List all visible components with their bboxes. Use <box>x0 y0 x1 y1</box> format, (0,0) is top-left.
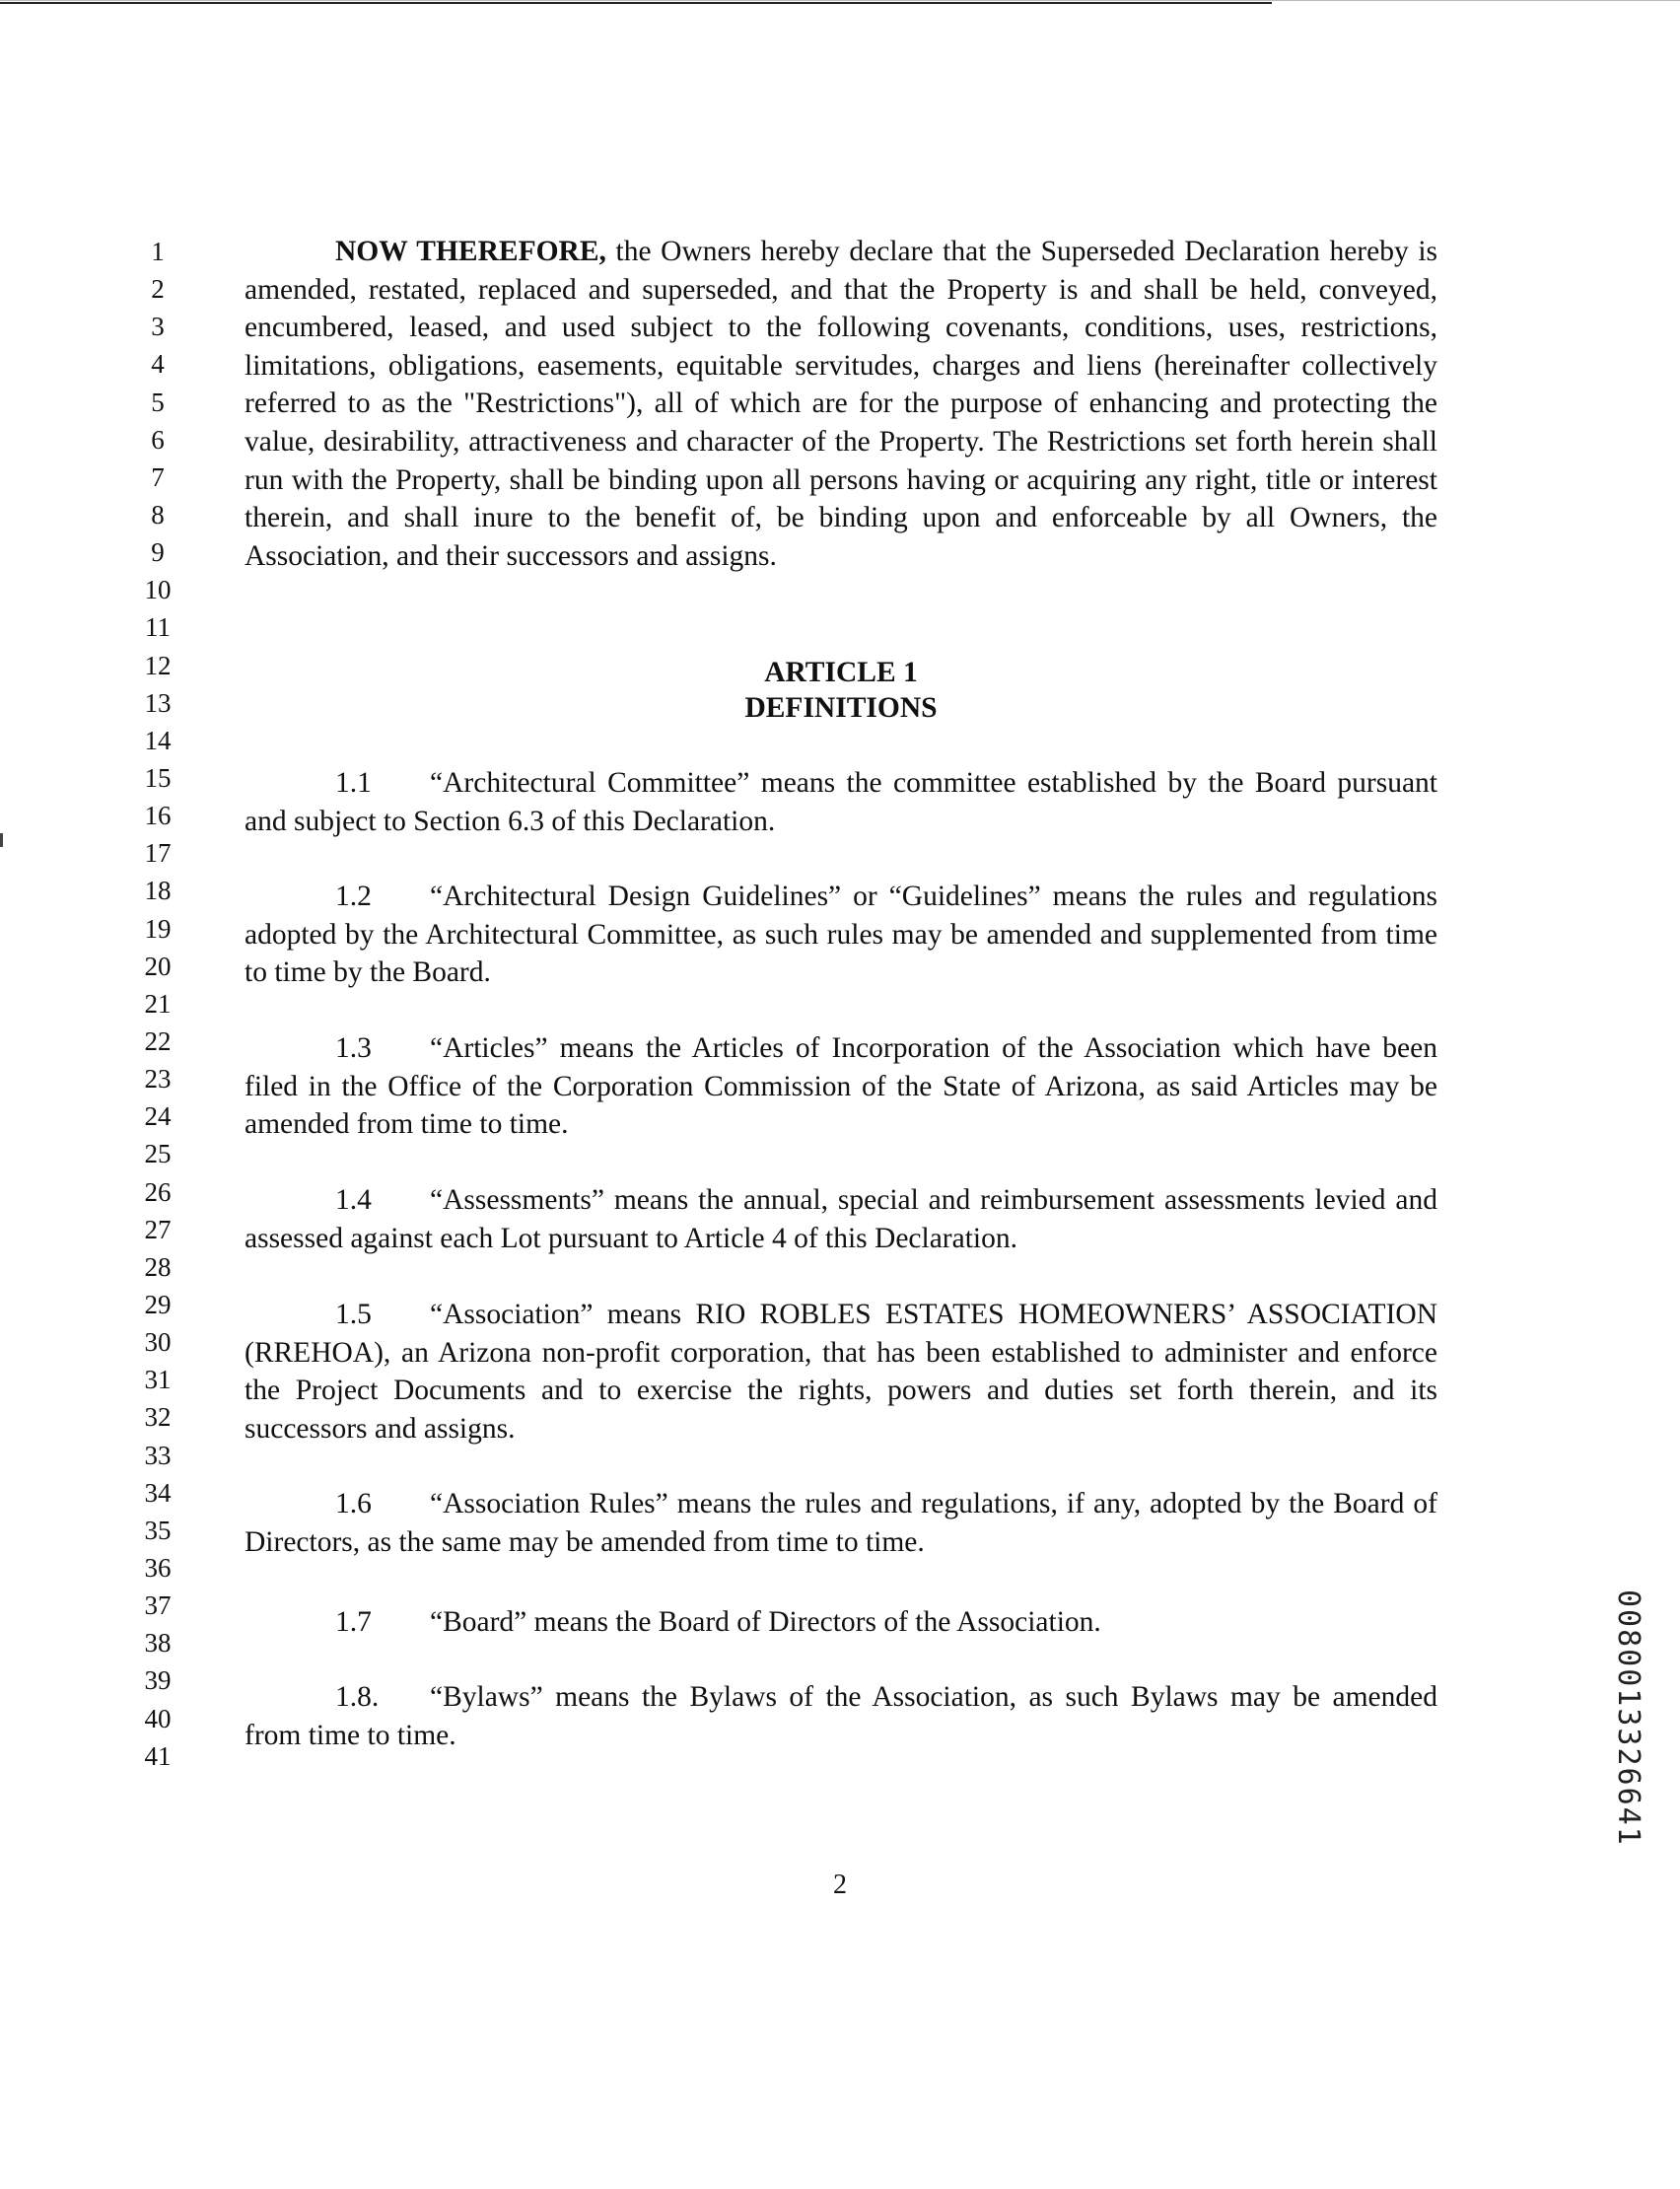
line-number: 9 <box>151 537 165 567</box>
line-number: 31 <box>144 1365 172 1394</box>
definition-number: 1.5 <box>335 1299 372 1330</box>
line-number: 37 <box>144 1590 172 1620</box>
definition-text: “Association Rules” means the rules and regulations, if any, adopted by the Board of Directors, as the same may be amended from time to time. <box>245 1488 1437 1558</box>
line-number: 20 <box>144 952 172 981</box>
line-number: 35 <box>144 1516 172 1545</box>
definition-text: “Architectural Committee” means the committee established by the Board pursuant and subject to Section 6.3 of this Declaration. <box>245 767 1437 837</box>
definition-item <box>245 878 1437 992</box>
line-number: 14 <box>144 726 172 755</box>
line-number: 15 <box>144 763 172 793</box>
line-number: 24 <box>144 1101 172 1131</box>
definition-text: “Board” means the Board of Directors of the Association. <box>430 1606 1101 1638</box>
line-number: 36 <box>144 1553 172 1583</box>
line-number: 33 <box>144 1441 172 1470</box>
page-number: 2 <box>833 1870 847 1900</box>
line-number: 17 <box>144 838 172 868</box>
definition-text: “Articles” means the Articles of Incorporation of the Association which have been filed in the Office of the Corporation Commission of the State of Arizona, as said Articles may be amended from time to time. <box>245 1032 1437 1141</box>
intro-text: the Owners hereby declare that the Superseded Declaration hereby is amended, restated, replaced and superseded, and that the Property is and shall be held, conveyed, encumbered, leased, and used subject to the following covenants, conditions, uses, restrictions, limitations, obligations, easements, equitable servitudes, charges and liens (hereinafter collectively referred to as the "Restrictions"), all of which are for the purpose of enhancing and protecting the value, desirability, attractiveness and character of the Property. The Restrictions set forth herein shall run with the Property, shall be binding upon all persons having or acquiring any right, title or interest therein, and shall inure to the benefit of, be binding upon and enforceable by all Owners, the Association, and their successors and assigns. <box>245 236 1437 572</box>
recording-number-stamp: 0080013326641 <box>1611 1589 1645 1847</box>
line-number: 5 <box>151 388 165 417</box>
line-number: 13 <box>144 688 172 718</box>
definition-number: 1.2 <box>335 881 372 912</box>
line-number: 39 <box>144 1665 172 1695</box>
line-number: 30 <box>144 1327 172 1357</box>
definition-number: 1.8. <box>335 1681 380 1713</box>
top-border <box>0 0 1680 1</box>
line-number: 10 <box>144 575 172 604</box>
intro-paragraph <box>245 233 1437 575</box>
line-number: 25 <box>144 1139 172 1168</box>
line-number: 38 <box>144 1628 172 1658</box>
line-number: 27 <box>144 1215 172 1244</box>
line-number: 32 <box>144 1402 172 1432</box>
line-number: 18 <box>144 876 172 905</box>
definition-item <box>245 1181 1437 1257</box>
line-number: 23 <box>144 1064 172 1094</box>
line-number: 41 <box>144 1741 172 1771</box>
line-number: 3 <box>151 312 165 341</box>
line-number: 21 <box>144 989 172 1019</box>
line-number: 4 <box>151 349 165 379</box>
definition-text: “Bylaws” means the Bylaws of the Association, as such Bylaws may be amended from time to time. <box>245 1681 1437 1751</box>
line-number: 2 <box>151 274 165 304</box>
definition-item <box>245 1296 1437 1448</box>
definition-number: 1.6 <box>335 1488 372 1519</box>
definition-item <box>245 1603 1437 1642</box>
line-number: 19 <box>144 914 172 944</box>
definition-number: 1.4 <box>335 1184 372 1216</box>
line-number: 22 <box>144 1026 172 1056</box>
intro-lead: NOW THEREFORE, <box>335 236 606 267</box>
definition-text: “Association” means RIO ROBLES ESTATES HOMEOWNERS’ ASSOCIATION (RREHOA), an Arizona non-profit corporation, that has been established to administer and enforce the Project Documents and to exercise the rights, powers and duties set forth therein, and its successors and assigns. <box>245 1299 1437 1445</box>
definition-number: 1.3 <box>335 1032 372 1064</box>
article-title: ARTICLE 1 <box>764 657 918 688</box>
line-number: 8 <box>151 500 165 530</box>
line-number: 1 <box>151 237 165 266</box>
line-number: 34 <box>144 1478 172 1508</box>
top-scan-line <box>0 2 1272 4</box>
line-number: 29 <box>144 1290 172 1319</box>
definition-text: “Architectural Design Guidelines” or “Guidelines” means the rules and regulations adopted by the Architectural Committee, as such rules may be amended and supplemented from time to time by the Board. <box>245 881 1437 989</box>
definition-number: 1.7 <box>335 1606 372 1638</box>
line-number: 6 <box>151 425 165 455</box>
definition-item <box>245 1485 1437 1561</box>
article-subtitle: DEFINITIONS <box>744 692 938 724</box>
definition-item <box>245 764 1437 840</box>
definition-item <box>245 1029 1437 1144</box>
definition-item <box>245 1678 1437 1754</box>
margin-mark <box>0 833 3 847</box>
definition-text: “Assessments” means the annual, special and reimbursement assessments levied and assessed against each Lot pursuant to Article 4 of this Declaration. <box>245 1184 1437 1254</box>
line-number: 26 <box>144 1177 172 1207</box>
line-number: 12 <box>144 651 172 680</box>
line-number: 7 <box>151 462 165 492</box>
line-number: 40 <box>144 1704 172 1733</box>
line-number: 28 <box>144 1252 172 1282</box>
line-number: 11 <box>145 612 171 642</box>
line-number: 16 <box>144 801 172 830</box>
definition-number: 1.1 <box>335 767 372 799</box>
